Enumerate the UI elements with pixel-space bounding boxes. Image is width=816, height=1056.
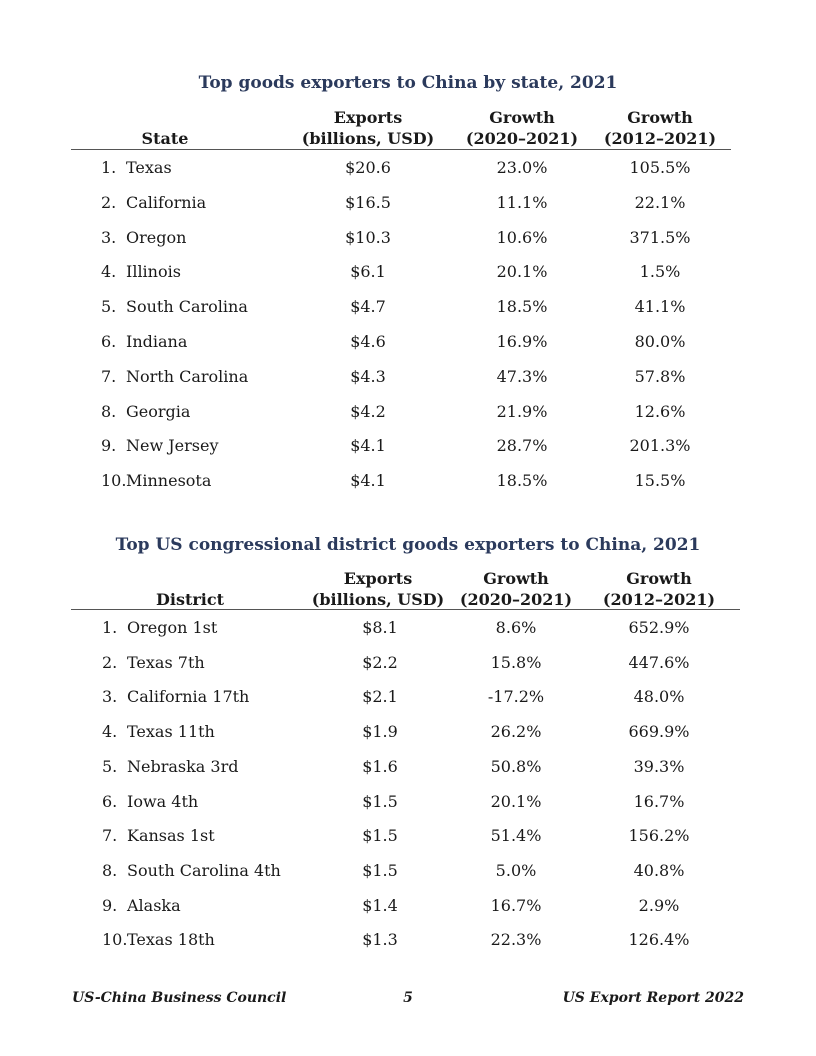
row-rank: 9.: [101, 436, 117, 456]
row-growth-2012-2021: 40.8%: [633, 860, 685, 880]
row-growth-2020-2021: 18.5%: [496, 297, 548, 317]
row-rank: 10.: [102, 930, 128, 950]
district-header-growth1-line1: Growth: [483, 569, 549, 588]
row-growth-2020-2021: 23.0%: [496, 158, 548, 177]
row-exports: $1.3: [362, 930, 398, 950]
row-growth-2020-2021: 21.9%: [496, 401, 548, 421]
row-growth-2012-2021: 2.9%: [638, 895, 680, 915]
district-table-title: Top US congressional district goods exporters to China, 2021: [115, 535, 701, 555]
row-growth-2020-2021: 11.1%: [496, 192, 548, 212]
state-header-growth2-line1: Growth: [627, 108, 693, 127]
row-exports: $1.4: [362, 895, 398, 915]
district-header-growth2-line2: (2012–2021): [602, 590, 716, 609]
row-rank: 9.: [102, 895, 118, 915]
row-exports: $2.2: [362, 652, 398, 672]
row-growth-2012-2021: 22.1%: [634, 192, 686, 212]
table-row: [0, 653, 816, 675]
district-header-exports-line1: Exports: [343, 569, 413, 588]
row-name: Texas 7th: [127, 652, 205, 672]
row-growth-2012-2021: 48.0%: [633, 687, 685, 707]
row-rank: 5.: [101, 297, 117, 317]
row-name: South Carolina 4th: [127, 860, 281, 880]
row-name: Oregon: [126, 227, 187, 247]
row-exports: $1.5: [362, 791, 398, 811]
row-growth-2012-2021: 156.2%: [628, 826, 690, 846]
row-growth-2020-2021: 10.6%: [496, 227, 548, 247]
row-exports: $4.2: [350, 401, 386, 421]
row-exports: $4.3: [350, 366, 386, 386]
row-growth-2020-2021: 16.9%: [496, 332, 548, 351]
district-header-name: District: [156, 590, 224, 609]
row-rank: 8.: [102, 860, 118, 880]
row-rank: 7.: [101, 366, 117, 386]
row-rank: 7.: [102, 826, 118, 846]
district-header-growth1-line2: (2020–2021): [459, 590, 573, 609]
row-name: Oregon 1st: [127, 618, 218, 637]
row-rank: 3.: [101, 227, 117, 247]
table-row: [0, 826, 816, 848]
table-row: [0, 930, 816, 952]
row-growth-2012-2021: 57.8%: [634, 366, 686, 386]
footer-right: US Export Report 2022: [562, 990, 744, 1006]
row-exports: $1.5: [362, 860, 398, 880]
row-name: Iowa 4th: [127, 791, 199, 811]
row-growth-2020-2021: 8.6%: [495, 618, 537, 637]
state-table-title: Top goods exporters to China by state, 2021: [198, 73, 618, 93]
table-row: [0, 757, 816, 779]
row-growth-2020-2021: 50.8%: [490, 756, 542, 776]
row-rank: 4.: [102, 722, 118, 742]
row-name: Georgia: [126, 401, 191, 421]
row-exports: $2.1: [362, 687, 398, 707]
row-growth-2012-2021: 669.9%: [628, 722, 690, 742]
row-rank: 1.: [101, 158, 117, 177]
row-name: New Jersey: [126, 436, 219, 456]
row-rank: 2.: [102, 652, 118, 672]
row-exports: $4.7: [350, 297, 386, 317]
row-growth-2012-2021: 16.7%: [633, 791, 685, 811]
district-header-exports-line2: (billions, USD): [311, 590, 445, 609]
row-rank: 5.: [102, 756, 118, 776]
row-rank: 1.: [102, 618, 118, 637]
state-header-growth2-line2: (2012–2021): [603, 129, 717, 148]
district-header-growth2-line1: Growth: [626, 569, 692, 588]
row-growth-2020-2021: 22.3%: [490, 930, 542, 950]
row-growth-2012-2021: 201.3%: [629, 436, 691, 456]
row-name: Kansas 1st: [127, 826, 215, 846]
state-header-growth1-line2: (2020–2021): [465, 129, 579, 148]
table-row: [0, 792, 816, 814]
row-growth-2020-2021: 51.4%: [490, 826, 542, 846]
table-row: [0, 896, 816, 918]
row-rank: 4.: [101, 262, 117, 282]
footer-page-number: 5: [403, 990, 413, 1006]
table-row: [0, 722, 816, 744]
row-growth-2012-2021: 447.6%: [628, 652, 690, 672]
row-name: Minnesota: [126, 471, 212, 491]
row-exports: $8.1: [362, 618, 398, 637]
table-row: [0, 861, 816, 883]
row-rank: 3.: [102, 687, 118, 707]
district-header-rule: [71, 609, 740, 610]
row-growth-2012-2021: 371.5%: [629, 227, 691, 247]
table-row: [0, 687, 816, 709]
row-growth-2012-2021: 1.5%: [639, 262, 681, 282]
row-growth-2020-2021: 20.1%: [496, 262, 548, 282]
row-growth-2020-2021: 16.7%: [490, 895, 542, 915]
row-name: Texas 11th: [127, 722, 215, 742]
row-name: South Carolina: [126, 297, 248, 317]
table-row: [0, 618, 816, 640]
row-exports: $4.1: [350, 471, 386, 491]
row-growth-2020-2021: 47.3%: [496, 366, 548, 386]
row-name: California 17th: [127, 687, 250, 707]
state-header-growth1-line1: Growth: [489, 108, 555, 127]
row-exports: $4.1: [350, 436, 386, 456]
row-name: Alaska: [127, 895, 181, 915]
row-exports: $4.6: [350, 332, 386, 351]
row-exports: $1.5: [362, 826, 398, 846]
row-rank: 8.: [101, 401, 117, 421]
state-header-name: State: [141, 129, 189, 148]
row-growth-2020-2021: 28.7%: [496, 436, 548, 456]
row-growth-2012-2021: 12.6%: [634, 401, 686, 421]
row-growth-2020-2021: 18.5%: [496, 471, 548, 491]
row-growth-2012-2021: 15.5%: [634, 471, 686, 491]
row-exports: $1.9: [362, 722, 398, 742]
state-header-exports-line1: Exports: [333, 108, 403, 127]
row-growth-2012-2021: 41.1%: [634, 297, 686, 317]
row-growth-2012-2021: 126.4%: [628, 930, 690, 950]
row-growth-2012-2021: 80.0%: [634, 332, 686, 351]
row-name: Texas: [126, 158, 172, 177]
row-exports: $1.6: [362, 756, 398, 776]
row-rank: 6.: [102, 791, 118, 811]
row-rank: 6.: [101, 332, 117, 351]
row-name: Texas 18th: [127, 930, 215, 950]
row-name: Illinois: [126, 262, 181, 282]
footer-left: US-China Business Council: [72, 990, 287, 1006]
row-rank: 10.: [101, 471, 127, 491]
row-growth-2020-2021: -17.2%: [487, 687, 545, 707]
state-header-exports-line2: (billions, USD): [301, 129, 435, 148]
row-rank: 2.: [101, 192, 117, 212]
row-growth-2012-2021: 39.3%: [633, 756, 685, 776]
row-exports: $20.6: [345, 158, 391, 177]
row-name: Nebraska 3rd: [127, 756, 239, 776]
row-growth-2012-2021: 105.5%: [629, 158, 691, 177]
row-growth-2012-2021: 652.9%: [628, 618, 690, 637]
row-exports: $10.3: [345, 227, 391, 247]
row-name: California: [126, 192, 207, 212]
row-growth-2020-2021: 5.0%: [495, 860, 537, 880]
row-growth-2020-2021: 20.1%: [490, 791, 542, 811]
row-growth-2020-2021: 26.2%: [490, 722, 542, 742]
row-name: North Carolina: [126, 366, 249, 386]
row-growth-2020-2021: 15.8%: [490, 652, 542, 672]
row-exports: $6.1: [350, 262, 386, 282]
row-name: Indiana: [126, 332, 188, 351]
row-exports: $16.5: [345, 192, 391, 212]
